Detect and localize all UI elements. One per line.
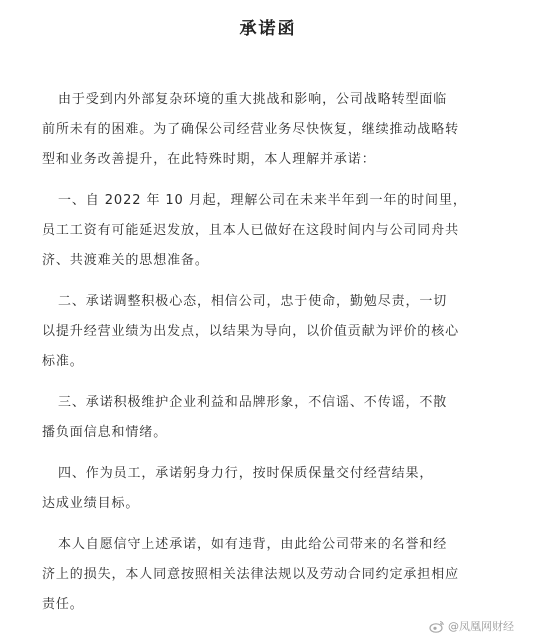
body-line: 本人自愿信守上述承诺，如有违背，由此给公司带来的名誉和经 (58, 537, 448, 552)
watermark-text: @凤凰网财经 (448, 620, 514, 633)
watermark (429, 618, 514, 634)
weibo-icon (429, 619, 445, 633)
body-line: 责任。 (42, 597, 84, 612)
body-line: 由于受到内外部复杂环境的重大挑战和影响，公司战略转型面临 (58, 92, 448, 107)
document-title: 承诺函 (239, 19, 297, 39)
body-line: 标准。 (42, 354, 84, 369)
body-line: 济、共渡难关的思想准备。 (42, 253, 209, 268)
body-line: 三、承诺积极维护企业利益和品牌形象，不信谣、不传谣，不散 (58, 395, 448, 410)
body-line: 员工工资有可能延迟发放，且本人已做好在这段时间内与公司同舟共 (42, 223, 460, 238)
body-line: 型和业务改善提升，在此特殊时期，本人理解并承诺： (42, 152, 376, 167)
body-line: 二、承诺调整积极心态，相信公司，忠于使命，勤勉尽责，一切 (58, 294, 448, 309)
body-line: 四、作为员工，承诺躬身力行，按时保质保量交付经营结果， (58, 466, 434, 481)
body-line: 播负面信息和情绪。 (42, 425, 168, 440)
body-line: 济上的损失，本人同意按照相关法律法规以及劳动合同约定承担相应 (42, 567, 460, 582)
body-line: 达成业绩目标。 (42, 496, 140, 511)
body-line: 一、自 2022 年 10 月起，理解公司在未来半年到一年的时间里， (58, 193, 467, 208)
body-line: 以提升经营业绩为出发点，以结果为导向，以价值贡献为评价的核心 (42, 324, 460, 339)
body-line: 前所未有的困难。为了确保公司经营业务尽快恢复，继续推动战略转 (42, 122, 460, 137)
